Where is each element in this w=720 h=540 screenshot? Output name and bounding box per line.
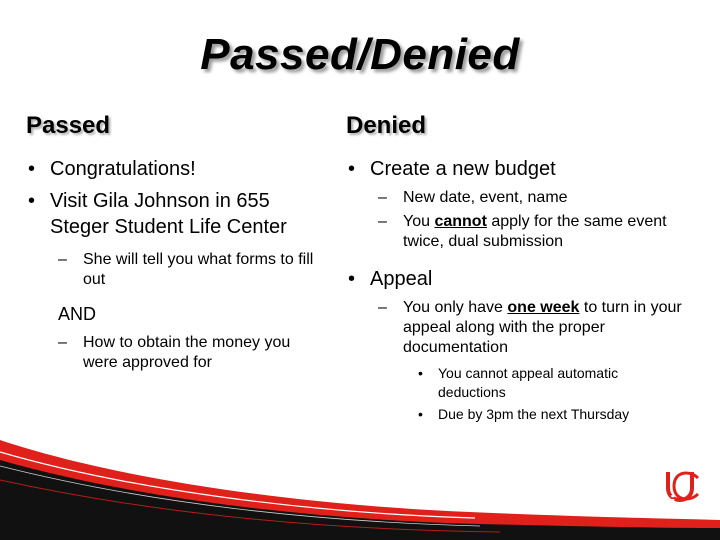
bullet-dot-icon: •: [418, 365, 423, 381]
bullet-appeal: [346, 266, 686, 292]
dash-icon: –: [58, 251, 67, 268]
sub-bullet-text: New date, event, name: [403, 189, 568, 206]
bullet-dot-icon: •: [28, 190, 36, 212]
text-post: apply for the same event twice, dual submission: [403, 213, 667, 250]
dash-icon: –: [378, 189, 387, 206]
bullet-dot-icon: •: [348, 268, 356, 290]
sub-bullet-one-week: [346, 298, 686, 358]
text-post: to turn in your appeal along with the proper documentation: [403, 299, 682, 356]
dash-icon: –: [378, 299, 387, 316]
emphasis-cannot: cannot: [434, 213, 487, 230]
sub-sub-bullet-text: You cannot appeal automatic deductions: [438, 365, 619, 400]
sub-bullet-forms: [26, 250, 326, 290]
sub-bullet-text: [403, 213, 667, 250]
university-logo: [574, 468, 704, 528]
sub-bullet-new-date: [346, 188, 686, 208]
logo-cincinnati: Cincinnati: [574, 491, 676, 516]
bullet-dot-icon: •: [418, 406, 423, 422]
sub-bullet-text: She will tell you what forms to fill out: [83, 251, 314, 288]
dash-icon: –: [58, 334, 67, 351]
denied-column: [346, 112, 686, 427]
text-pre: You only have: [403, 299, 508, 316]
bullet-visit-office: [26, 188, 326, 240]
bullet-new-budget: [346, 156, 686, 182]
sub-sub-bullet-text: Due by 3pm the next Thursday: [438, 406, 630, 422]
bullet-text: Visit Gila Johnson in 655 Steger Student Life Center: [50, 190, 287, 238]
text-pre: You: [403, 213, 435, 230]
bullet-dot-icon: •: [348, 158, 356, 180]
bullet-text: Create a new budget: [370, 158, 556, 180]
sub-bullet-text: How to obtain the money you were approved for: [83, 334, 291, 371]
passed-column: [26, 112, 326, 377]
logo-university-of: UNIVERSITY OF: [574, 478, 633, 485]
sub-bullet-money: [26, 333, 326, 373]
slide-title: Passed/Denied: [200, 30, 520, 79]
bullet-congratulations: [26, 156, 326, 182]
denied-heading: Denied: [346, 112, 427, 139]
sub-sub-bullet-deductions: [346, 364, 686, 402]
and-label: AND: [58, 304, 97, 324]
passed-heading: Passed: [26, 112, 111, 139]
bullet-dot-icon: •: [28, 158, 36, 180]
dash-icon: –: [378, 213, 387, 230]
bullet-text: Congratulations!: [50, 158, 196, 180]
sub-bullet-cannot-apply: [346, 212, 686, 252]
sub-bullet-text: [403, 299, 682, 356]
emphasis-one-week: one week: [507, 299, 580, 316]
bullet-text: Appeal: [370, 268, 433, 290]
